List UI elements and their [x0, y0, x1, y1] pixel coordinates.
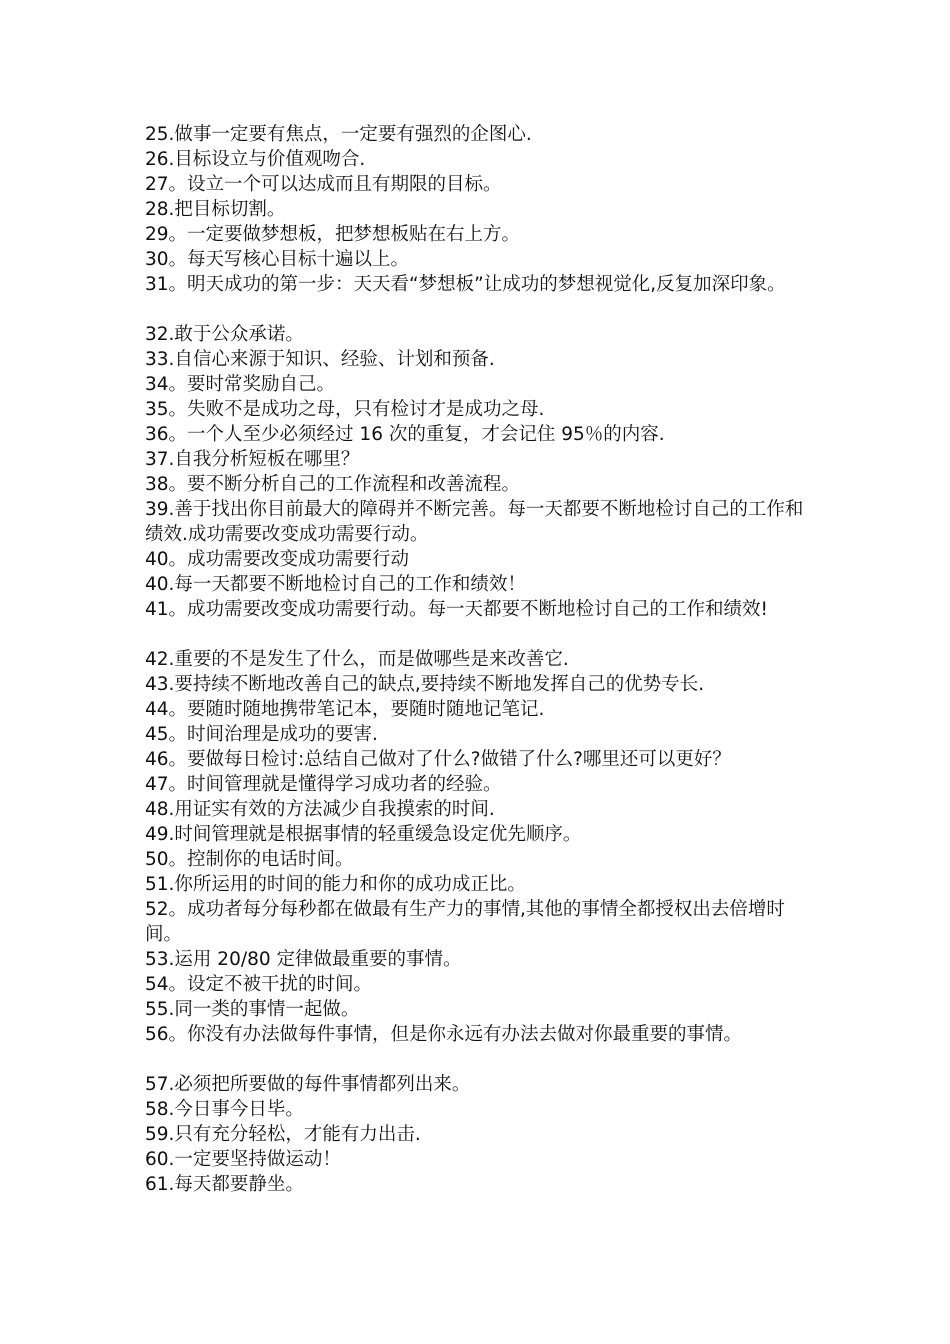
list-item-34: 34。要时常奖励自己。: [145, 374, 336, 395]
list-item-30: 30。每天写核心目标十遍以上。: [145, 249, 410, 270]
list-item-27: 27。设立一个可以达成而且有期限的目标。: [145, 174, 502, 195]
list-item-46: 46。要做每日检讨:总结自己做对了什么?做错了什么?哪里还可以更好？: [145, 749, 731, 770]
list-item-33: 33.自信心来源于知识、经验、计划和预备.: [145, 349, 495, 370]
list-item-44: 44。要随时随地携带笔记本，要随时随地记笔记.: [145, 699, 545, 720]
list-item-61: 61.每天都要静坐。: [145, 1174, 304, 1195]
list-item-28: 28.把目标切割。: [145, 199, 286, 220]
list-item-42: 42.重要的不是发生了什么，而是做哪些是来改善它.: [145, 649, 569, 670]
list-item-31: 31。明天成功的第一步：天天看“梦想板”让成功的梦想视觉化,反复加深印象。: [145, 274, 786, 295]
list-item-60: 60.一定要坚持做运动！: [145, 1149, 341, 1170]
list-item-51: 51.你所运用的时间的能力和你的成功成正比。: [145, 874, 526, 895]
list-item-25: 25.做事一定要有焦点，一定要有强烈的企图心.: [145, 124, 532, 145]
list-item-54: 54。设定不被干扰的时间。: [145, 974, 373, 995]
list-item-38: 38。要不断分析自己的工作流程和改善流程。: [145, 474, 521, 495]
list-item-40b: 40.每一天都要不断地检讨自己的工作和绩效！: [145, 574, 526, 595]
list-item-58: 58.今日事今日毕。: [145, 1099, 304, 1120]
list-item-56: 56。你没有办法做每件事情，但是你永远有办法去做对你最重要的事情。: [145, 1024, 743, 1045]
list-item-45: 45。时间治理是成功的要害.: [145, 724, 378, 745]
list-item-40a: 40。成功需要改变成功需要行动: [145, 549, 410, 570]
list-item-39: 39.善于找出你目前最大的障碍并不断完善。每一天都要不断地检讨自己的工作和绩效.成功需要改变成功需要行动。: [145, 499, 804, 545]
list-item-55: 55.同一类的事情一起做。: [145, 999, 360, 1020]
list-item-26: 26.目标设立与价值观吻合.: [145, 149, 366, 170]
list-item-59: 59.只有充分轻松，才能有力出击.: [145, 1124, 421, 1145]
list-item-52: 52。成功者每分每秒都在做最有生产力的事情,其他的事情全都授权出去倍增时间。: [145, 899, 785, 945]
list-item-36: 36。一个人至少必须经过 16 次的重复，才会记住 95％的内容.: [145, 424, 665, 445]
list-item-57: 57.必须把所要做的每件事情都列出来。: [145, 1074, 471, 1095]
list-item-29: 29。一定要做梦想板，把梦想板贴在右上方。: [145, 224, 521, 245]
list-item-50: 50。控制你的电话时间。: [145, 849, 354, 870]
document-body: [145, 122, 820, 1197]
list-item-35: 35。失败不是成功之母，只有检讨才是成功之母.: [145, 399, 545, 420]
list-item-47: 47。时间管理就是懂得学习成功者的经验。: [145, 774, 502, 795]
list-item-53: 53.运用 20/80 定律做最重要的事情。: [145, 949, 462, 970]
list-item-43: 43.要持续不断地改善自己的缺点,要持续不断地发挥自己的优势专长.: [145, 674, 705, 695]
list-item-37: 37.自我分析短板在哪里？: [145, 449, 360, 470]
list-item-49: 49.时间管理就是根据事情的轻重缓急设定优先顺序。: [145, 824, 582, 845]
list-item-32: 32.敢于公众承诺。: [145, 324, 304, 345]
list-item-48: 48.用证实有效的方法减少自我摸索的时间.: [145, 799, 495, 820]
list-item-41: 41。成功需要改变成功需要行动。每一天都要不断地检讨自己的工作和绩效!: [145, 599, 768, 620]
